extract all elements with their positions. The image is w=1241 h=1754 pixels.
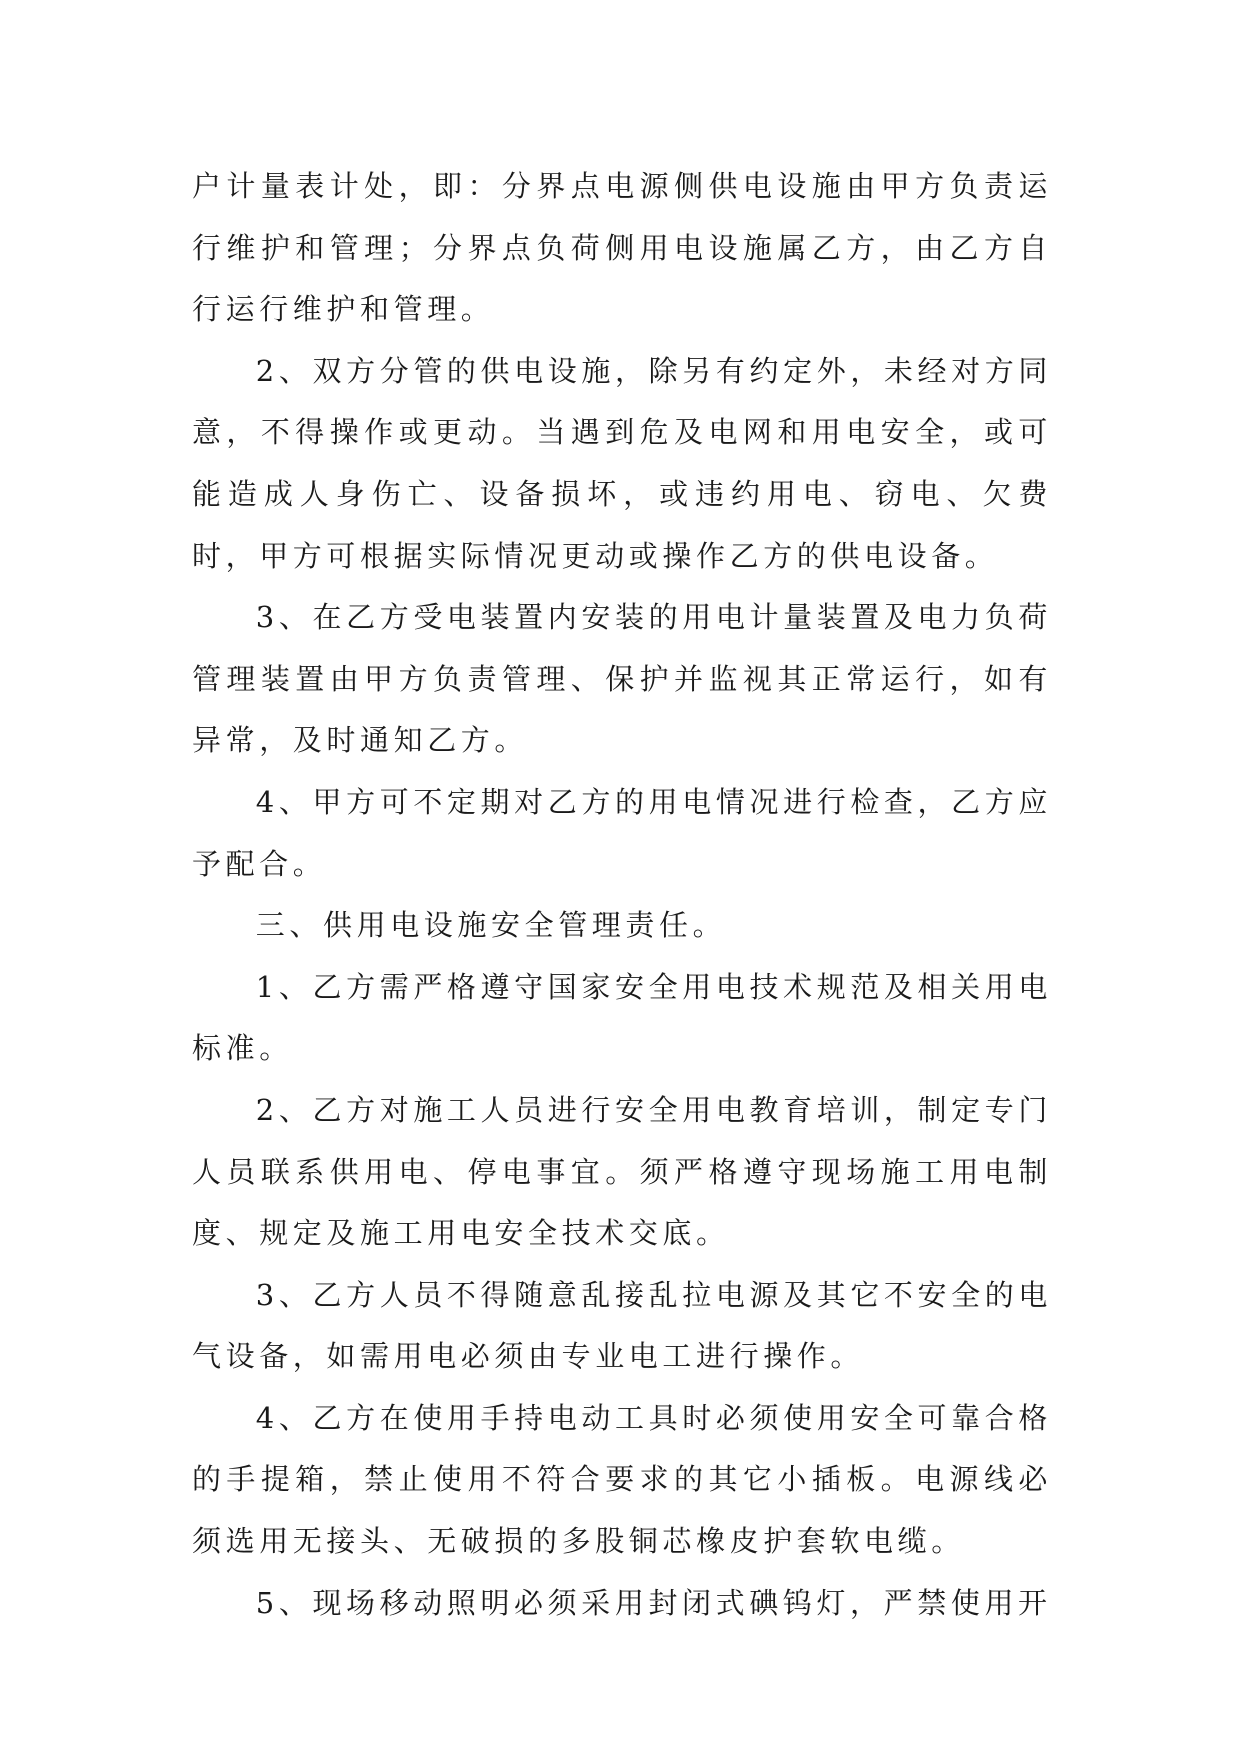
paragraph-item-3-metering-devices: 3、在乙方受电装置内安装的用电计量装置及电力负荷管理装置由甲方负责管理、保护并监视其正常运行，如有异常，及时通知乙方。 xyxy=(192,600,1052,758)
paragraph-item-4-inspection: 4、甲方可不定期对乙方的用电情况进行检查，乙方应予配合。 xyxy=(192,784,1052,881)
paragraph-safety-item-5: 5、现场移动照明必须采用封闭式碘钨灯，严禁使用开 xyxy=(255,1585,1052,1620)
paragraph-safety-item-3: 3、乙方人员不得随意乱接乱拉电源及其它不安全的电气设备，如需用电必须由专业电工进行操作。 xyxy=(192,1277,1052,1374)
section-heading-safety-responsibility: 三、供用电设施安全管理责任。 xyxy=(255,908,727,943)
paragraph-item-2-facilities: 2、双方分管的供电设施，除另有约定外，未经对方同意，不得操作或更动。当遇到危及电网和用电安全，或可能造成人身伤亡、设备损坏，或违约用电、窃电、欠费时，甲方可根据实际情况更动或操作乙方的供电设备。 xyxy=(192,353,1052,573)
paragraph-metering-boundary: 户计量表计处，即：分界点电源侧供电设施由甲方负责运行维护和管理；分界点负荷侧用电设施属乙方，由乙方自行运行维护和管理。 xyxy=(192,169,1052,327)
document-body xyxy=(192,156,1052,1634)
paragraph-safety-item-1: 1、乙方需严格遵守国家安全用电技术规范及相关用电标准。 xyxy=(192,969,1052,1066)
paragraph-safety-item-4: 4、乙方在使用手持电动工具时必须使用安全可靠合格的手提箱，禁止使用不符合要求的其它小插板。电源线必须选用无接头、无破损的多股铜芯橡皮护套软电缆。 xyxy=(192,1400,1052,1559)
paragraph-safety-item-2: 2、乙方对施工人员进行安全用电教育培训，制定专门人员联系供用电、停电事宜。须严格遵守现场施工用电制度、规定及施工用电安全技术交底。 xyxy=(192,1092,1052,1251)
